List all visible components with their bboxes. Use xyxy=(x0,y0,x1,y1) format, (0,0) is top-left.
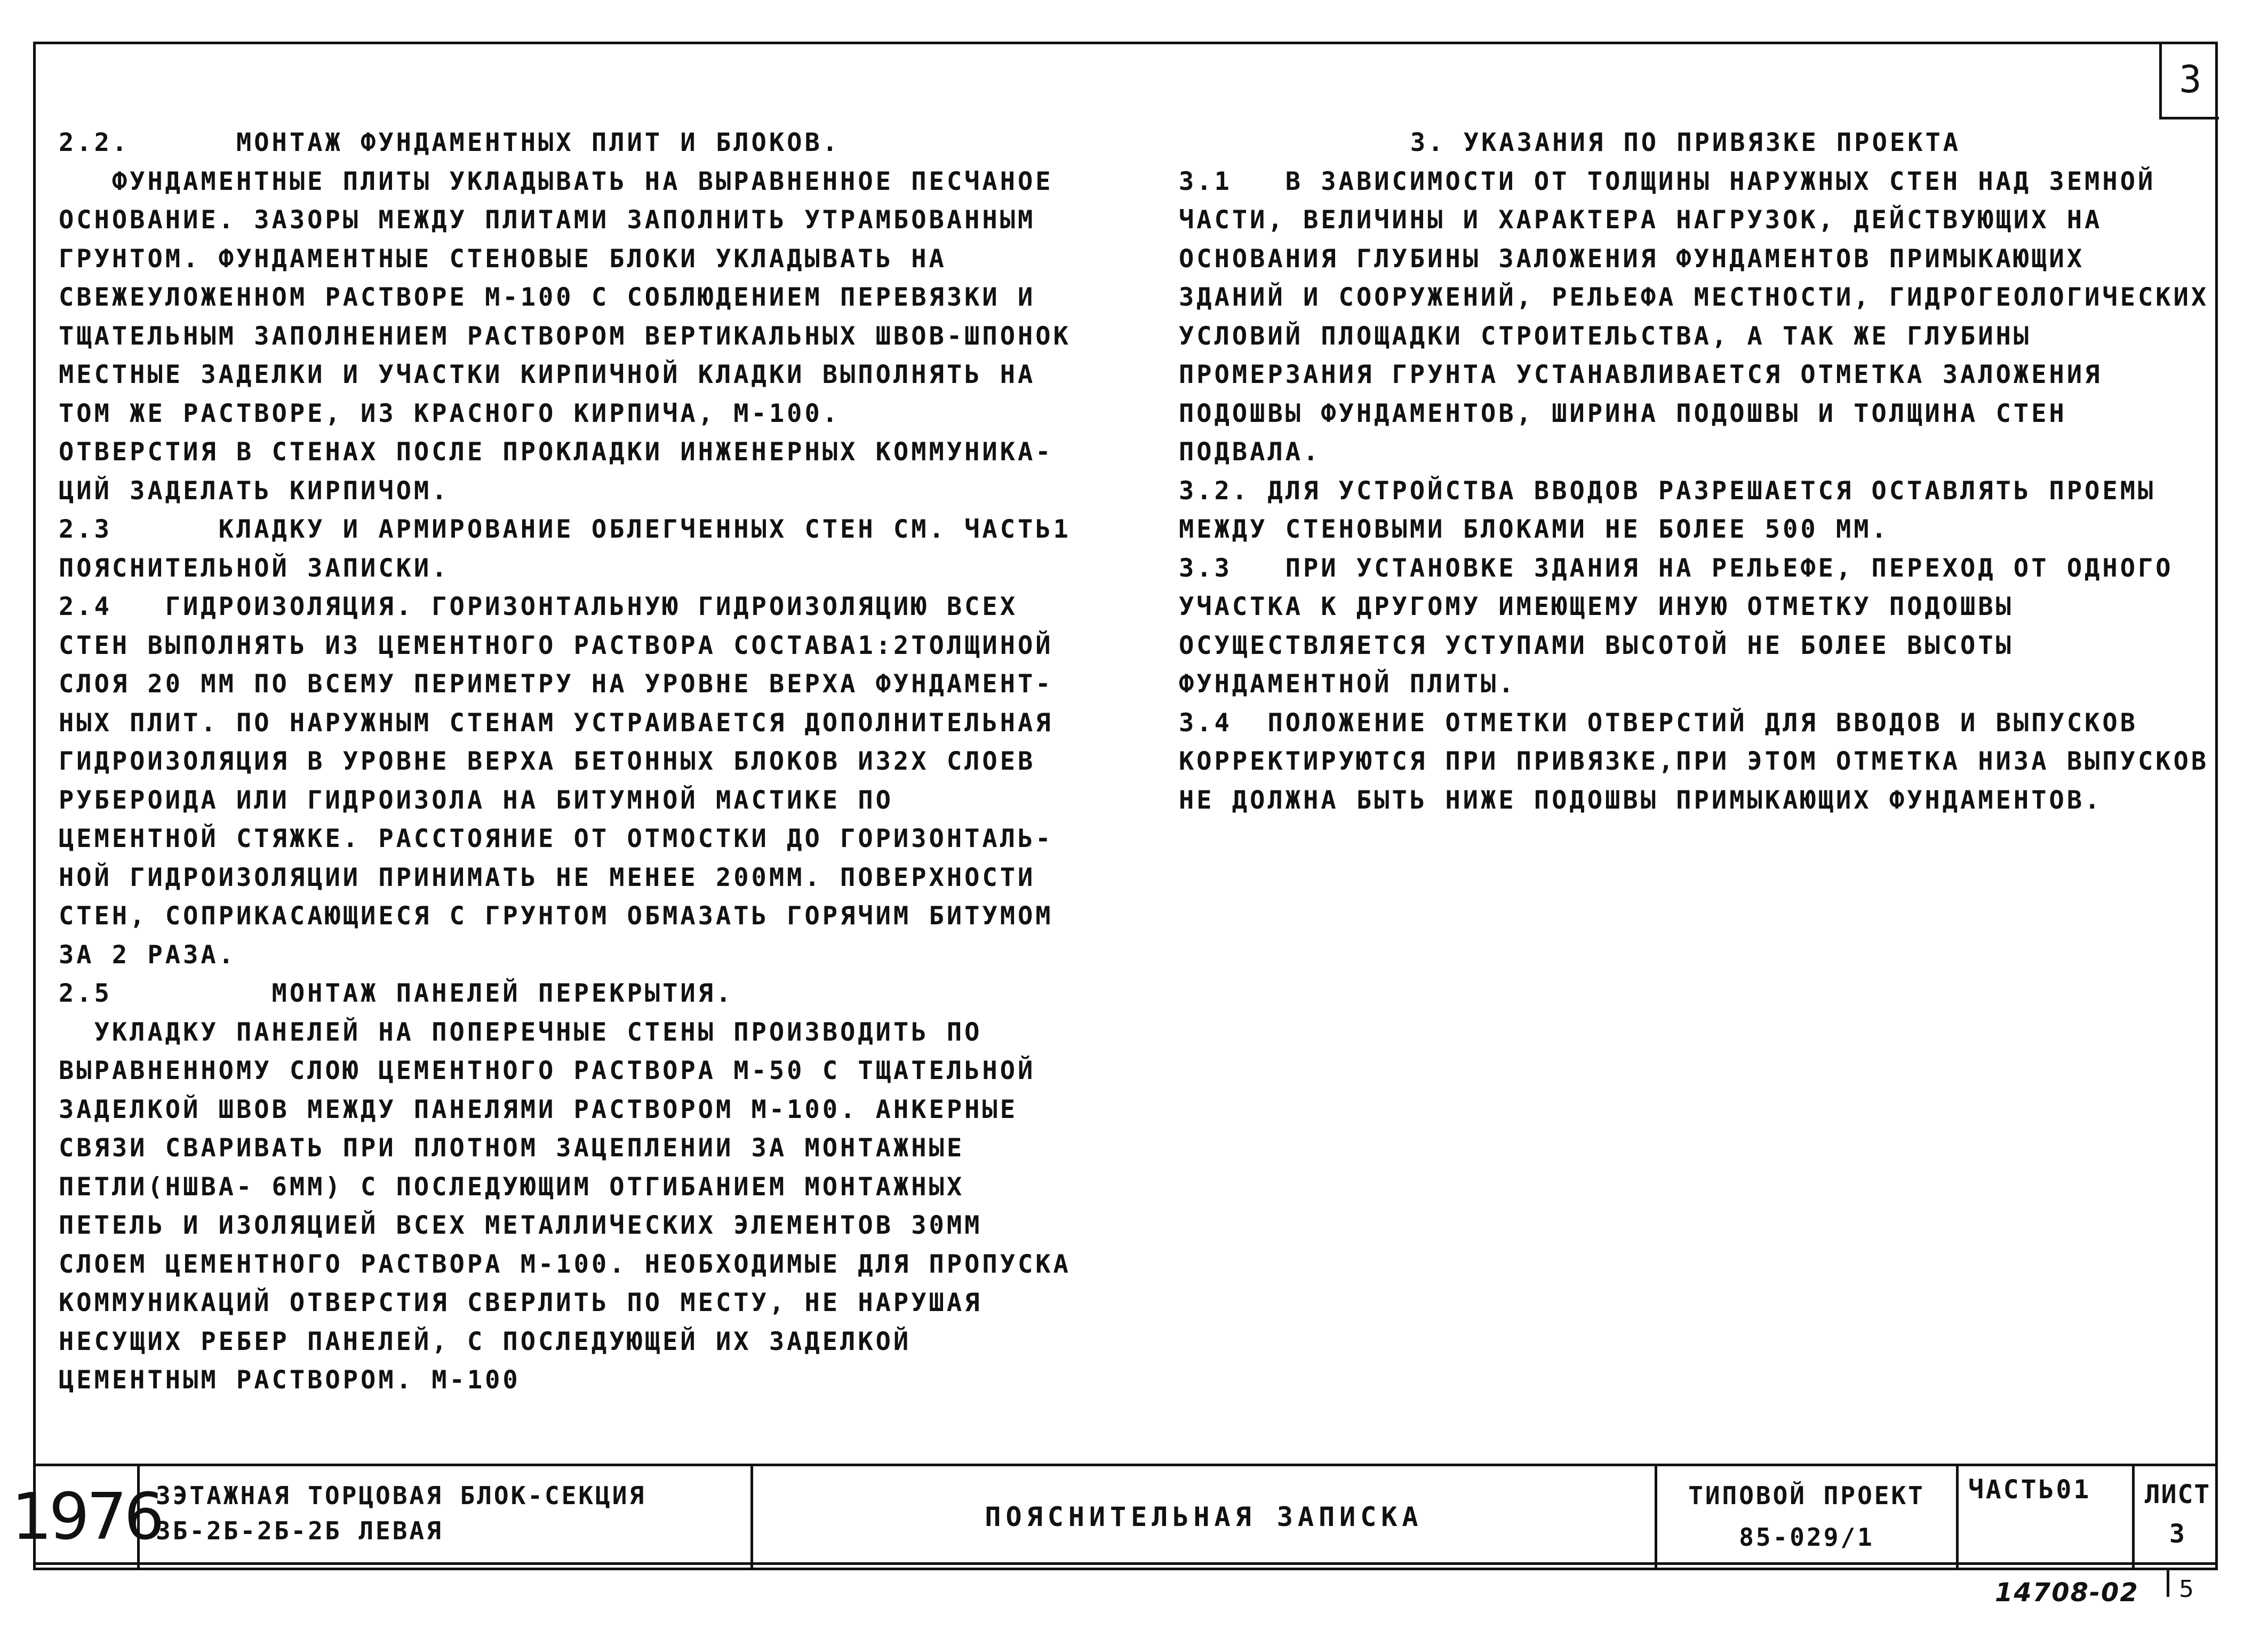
left-text-column xyxy=(59,124,1120,1400)
year: 1976 xyxy=(11,1480,162,1554)
text-line: СТЕН, СОПРИКАСАЮЩИЕСЯ С ГРУНТОМ ОБМАЗАТЬ ГОРЯЧИМ БИТУМОМ xyxy=(59,901,1053,931)
text-line: СВЕЖЕУЛОЖЕННОМ РАСТВОРЕ М-100 С СОБЛЮДЕНИЕМ ПЕРЕВЯЗКИ И xyxy=(59,283,1036,312)
text-line: НЕ ДОЛЖНА БЫТЬ НИЖЕ ПОДОШВЫ ПРИМЫКАЮЩИХ ФУНДАМЕНТОВ. xyxy=(1179,785,2103,815)
document-title: ПОЯСНИТЕЛЬНАЯ ЗАПИСКА xyxy=(985,1501,1423,1532)
object-name-line-2: 3Б-2Б-2Б-2Б ЛЕВАЯ xyxy=(156,1516,443,1545)
text-line: РУБЕРОИДА ИЛИ ГИДРОИЗОЛА НА БИТУМНОЙ МАСТИКЕ ПО xyxy=(59,785,893,815)
text-line: КОРРЕКТИРУЮТСЯ ПРИ ПРИВЯЗКЕ,ПРИ ЭТОМ ОТМЕТКА НИЗА ВЫПУСКОВ xyxy=(1179,747,2209,776)
text-line: ОТВЕРСТИЯ В СТЕНАХ ПОСЛЕ ПРОКЛАДКИ ИНЖЕНЕРНЫХ КОММУНИКА- xyxy=(59,437,1053,467)
text-line: СВЯЗИ СВАРИВАТЬ ПРИ ПЛОТНОМ ЗАЦЕПЛЕНИИ ЗА МОНТАЖНЫЕ xyxy=(59,1133,965,1163)
text-line: ЦЕМЕНТНОЙ СТЯЖКЕ. РАССТОЯНИЕ ОТ ОТМОСТКИ ДО ГОРИЗОНТАЛЬ- xyxy=(59,824,1053,853)
text-line: СЛОЯ 20 ММ ПО ВСЕМУ ПЕРИМЕТРУ НА УРОВНЕ ВЕРХА ФУНДАМЕНТ- xyxy=(59,669,1053,699)
text-line: ЗАДЕЛКОЙ ШВОВ МЕЖДУ ПАНЕЛЯМИ РАСТВОРОМ М-100. АНКЕРНЫЕ xyxy=(59,1094,1018,1124)
text-line: КОММУНИКАЦИЙ ОТВЕРСТИЯ СВЕРЛИТЬ ПО МЕСТУ, НЕ НАРУШАЯ xyxy=(59,1288,983,1317)
text-line: МЕСТНЫЕ ЗАДЕЛКИ И УЧАСТКИ КИРПИЧНОЙ КЛАДКИ ВЫПОЛНЯТЬ НА xyxy=(59,360,1036,389)
text-line: НЫХ ПЛИТ. ПО НАРУЖНЫМ СТЕНАМ УСТРАИВАЕТСЯ ДОПОЛНИТЕЛЬНАЯ xyxy=(59,708,1053,738)
text-line: ТЩАТЕЛЬНЫМ ЗАПОЛНЕНИЕМ РАСТВОРОМ ВЕРТИКАЛЬНЫХ ШВОВ-ШПОНОК xyxy=(59,321,1071,351)
text-line: 3.3 ПРИ УСТАНОВКЕ ЗДАНИЯ НА РЕЛЬЕФЕ, ПЕРЕХОД ОТ ОДНОГО xyxy=(1179,553,2174,583)
text-line: УСЛОВИЙ ПЛОЩАДКИ СТРОИТЕЛЬСТВА, А ТАК ЖЕ ГЛУБИНЫ xyxy=(1179,321,2032,351)
text-line: 2.5 МОНТАЖ ПАНЕЛЕЙ ПЕРЕКРЫТИЯ. xyxy=(59,979,734,1008)
object-name-cell xyxy=(137,1466,750,1568)
object-name-line-1: 3ЭТАЖНАЯ ТОРЦОВАЯ БЛОК-СЕКЦИЯ xyxy=(156,1481,646,1510)
text-line: ПРОМЕРЗАНИЯ ГРУНТА УСТАНАВЛИВАЕТСЯ ОТМЕТКА ЗАЛОЖЕНИЯ xyxy=(1179,360,2103,389)
text-line: ПЕТЕЛЬ И ИЗОЛЯЦИЕЙ ВСЕХ МЕТАЛЛИЧЕСКИХ ЭЛЕМЕНТОВ 30ММ xyxy=(59,1211,983,1240)
text-line: ВЫРАВНЕННОМУ СЛОЮ ЦЕМЕНТНОГО РАСТВОРА М-50 С ТЩАТЕЛЬНОЙ xyxy=(59,1056,1036,1085)
text-line: ЗА 2 РАЗА. xyxy=(59,940,236,970)
divider-tick xyxy=(2167,1570,2169,1597)
project-cell xyxy=(1655,1466,1956,1568)
text-line: МЕЖДУ СТЕНОВЫМИ БЛОКАМИ НЕ БОЛЕЕ 500 ММ. xyxy=(1179,515,1889,544)
text-line: ФУНДАМЕНТНЫЕ ПЛИТЫ УКЛАДЫВАТЬ НА ВЫРАВНЕННОЕ ПЕСЧАНОЕ xyxy=(59,166,1053,196)
text-line: 3.4 ПОЛОЖЕНИЕ ОТМЕТКИ ОТВЕРСТИЙ ДЛЯ ВВОДОВ И ВЫПУСКОВ xyxy=(1179,708,2138,738)
text-line: ПЕТЛИ(HШВА- 6ММ) С ПОСЛЕДУЮЩИМ ОТГИБАНИЕМ МОНТАЖНЫХ xyxy=(59,1172,965,1202)
text-line: ПОДВАЛА. xyxy=(1179,437,1321,467)
text-line: 2.3 КЛАДКУ И АРМИРОВАНИЕ ОБЛЕГЧЕННЫХ СТЕН СМ. ЧАСТЬ1 xyxy=(59,515,1071,544)
text-line: НОЙ ГИДРОИЗОЛЯЦИИ ПРИНИМАТЬ НЕ МЕНЕЕ 200ММ. ПОВЕРХНОСТИ xyxy=(59,862,1036,892)
text-line: 3.2. ДЛЯ УСТРОЙСТВА ВВОДОВ РАЗРЕШАЕТСЯ ОСТАВЛЯТЬ ПРОЕМЫ xyxy=(1179,476,2156,506)
text-line: ЦИЙ ЗАДЕЛАТЬ КИРПИЧОМ. xyxy=(59,476,450,506)
text-line: ПОЯСНИТЕЛЬНОЙ ЗАПИСКИ. xyxy=(59,553,450,583)
sheet-number-box xyxy=(2159,42,2219,119)
text-line: 2.4 ГИДРОИЗОЛЯЦИЯ. ГОРИЗОНТАЛЬНУЮ ГИДРОИЗОЛЯЦИЮ ВСЕХ xyxy=(59,592,1018,621)
text-line: УКЛАДКУ ПАНЕЛЕЙ НА ПОПЕРЕЧНЫЕ СТЕНЫ ПРОИЗВОДИТЬ ПО xyxy=(59,1017,983,1047)
text-line: 3.1 В ЗАВИСИМОСТИ ОТ ТОЛЩИНЫ НАРУЖНЫХ СТЕН НАД ЗЕМНОЙ xyxy=(1179,166,2156,196)
text-line: УЧАСТКА К ДРУГОМУ ИМЕЮЩЕМУ ИНУЮ ОТМЕТКУ ПОДОШВЫ xyxy=(1179,592,2014,621)
part-label: ЧАСТЬ01 xyxy=(1968,1475,2091,1505)
right-text-column xyxy=(1179,124,2209,820)
text-line: ЧАСТИ, ВЕЛИЧИНЫ И ХАРАКТЕРА НАГРУЗОК, ДЕЙСТВУЮЩИХ НА xyxy=(1179,205,2103,235)
project-number: 85-029/1 xyxy=(1739,1523,1874,1552)
sheet-label: ЛИСТ xyxy=(2144,1480,2211,1509)
part-cell xyxy=(1956,1466,2132,1568)
text-line: СТЕН ВЫПОЛНЯТЬ ИЗ ЦЕМЕНТНОГО РАСТВОРА СОСТАВА1:2ТОЛЩИНОЙ xyxy=(59,630,1053,660)
text-line: ГРУНТОМ. ФУНДАМЕНТНЫЕ СТЕНОВЫЕ БЛОКИ УКЛАДЫВАТЬ НА xyxy=(59,244,947,274)
archive-code: 14708-02 xyxy=(1995,1578,2139,1608)
section-3-heading: 3. УКАЗАНИЯ ПО ПРИВЯЗКЕ ПРОЕКТА xyxy=(1410,128,1961,157)
project-label: ТИПОВОЙ ПРОЕКТ xyxy=(1688,1481,1925,1510)
document-title-cell xyxy=(750,1466,1655,1568)
text-line: ОСНОВАНИЕ. ЗАЗОРЫ МЕЖДУ ПЛИТАМИ ЗАПОЛНИТЬ УТРАМБОВАННЫМ xyxy=(59,205,1036,235)
text-line: ЗДАНИЙ И СООРУЖЕНИЙ, РЕЛЬЕФА МЕСТНОСТИ, ГИДРОГЕОЛОГИЧЕСКИХ xyxy=(1179,283,2209,312)
text-line: ПОДОШВЫ ФУНДАМЕНТОВ, ШИРИНА ПОДОШВЫ И ТОЛЩИНА СТЕН xyxy=(1179,398,2067,428)
sheet-cell xyxy=(2132,1466,2221,1568)
text-line: ЦЕМЕНТНЫМ РАСТВОРОМ. М-100 xyxy=(59,1365,521,1395)
title-block xyxy=(11,1464,2218,1570)
text-line: ФУНДАМЕНТНОЙ ПЛИТЫ. xyxy=(1179,669,1516,699)
text-line: ОСУЩЕСТВЛЯЕТСЯ УСТУПАМИ ВЫСОТОЙ НЕ БОЛЕЕ ВЫСОТЫ xyxy=(1179,630,2014,660)
text-line: ТОМ ЖЕ РАСТВОРЕ, ИЗ КРАСНОГО КИРПИЧА, М-100. xyxy=(59,398,841,428)
sheet-number: 3 xyxy=(2179,57,2202,101)
text-line: 2.2. МОНТАЖ ФУНДАМЕНТНЫХ ПЛИТ И БЛОКОВ. xyxy=(59,128,841,157)
corner-mark: 5 xyxy=(2179,1576,2194,1603)
text-line: ОСНОВАНИЯ ГЛУБИНЫ ЗАЛОЖЕНИЯ ФУНДАМЕНТОВ ПРИМЫКАЮЩИХ xyxy=(1179,244,2085,274)
text-line: НЕСУЩИХ РЕБЕР ПАНЕЛЕЙ, С ПОСЛЕДУЮЩЕЙ ИХ ЗАДЕЛКОЙ xyxy=(59,1327,912,1356)
sheet-value: 3 xyxy=(2169,1519,2186,1549)
text-line: СЛОЕМ ЦЕМЕНТНОГО РАСТВОРА М-100. НЕОБХОДИМЫЕ ДЛЯ ПРОПУСКА xyxy=(59,1249,1071,1279)
text-line: ГИДРОИЗОЛЯЦИЯ В УРОВНЕ ВЕРХА БЕТОННЫХ БЛОКОВ ИЗ2Х СЛОЕВ xyxy=(59,747,1036,776)
